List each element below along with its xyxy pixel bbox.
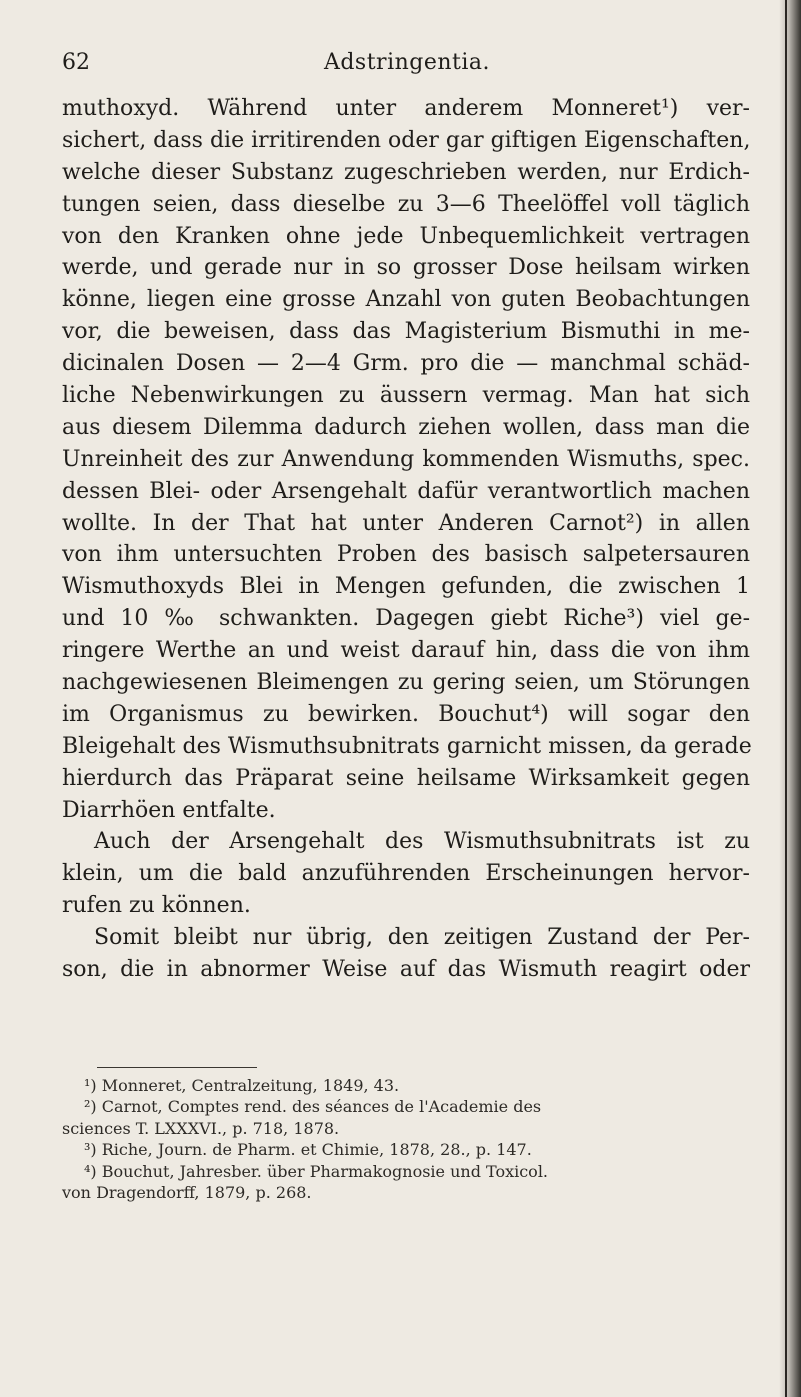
text-line: von ihm untersuchten Proben des basisch salpetersauren — [62, 542, 750, 568]
text-line: ringere Werthe an und weist darauf hin, dass die von ihm — [62, 638, 750, 664]
page-edge-shadow — [779, 0, 801, 1397]
text-line: Somit bleibt nur übrig, den zeitigen Zustand der Per- — [94, 925, 750, 951]
text-line: Auch der Arsengehalt des Wismuthsubnitrats ist zu — [94, 829, 750, 855]
text-line: Diarrhöen entfalte. — [62, 797, 276, 823]
text-line: und 10 ‰ schwankten. Dagegen giebt Riche³) viel ge- — [62, 606, 750, 632]
footnote-rule — [97, 1067, 257, 1068]
text-line: im Organismus zu bewirken. Bouchut⁴) will sogar den — [62, 701, 750, 727]
text-line: muthoxyd. Während unter anderem Monneret¹) ver- — [62, 96, 750, 121]
text-line: Wismuthoxyds Blei in Mengen gefunden, die zwischen 1 — [62, 574, 750, 600]
text-line: vor, die beweisen, dass das Magisterium Bismuthi in me- — [62, 319, 750, 345]
text-line: tungen seien, dass dieselbe zu 3—6 Theelöffel voll täglich — [62, 191, 750, 217]
text-line: rufen zu können. — [62, 893, 251, 919]
text-line: nachgewiesenen Bleimengen zu gering seien, um Störungen — [62, 670, 750, 696]
footnote: ³) Riche, Journ. de Pharm. et Chimie, 1878, 28., p. 147. — [84, 1140, 532, 1160]
body-text — [62, 93, 750, 986]
text-line: hierdurch das Präparat seine heilsame Wirksamkeit gegen — [62, 765, 750, 791]
text-line: dessen Blei- oder Arsengehalt dafür verantwortlich machen — [62, 478, 750, 504]
text-line: Bleigehalt des Wismuthsubnitrats garnicht missen, da gerade — [62, 733, 752, 759]
text-line: sichert, dass die irritirenden oder gar giftigen Eigenschaften, — [62, 127, 751, 153]
footnote: ⁴) Bouchut, Jahresber. über Pharmakognosie und Toxicol. — [84, 1161, 549, 1181]
text-line: klein, um die bald anzuführenden Erscheinungen hervor- — [62, 861, 750, 887]
footnote-continuation: von Dragendorff, 1879, p. 268. — [62, 1182, 312, 1202]
page-number: 62 — [62, 50, 90, 75]
running-head: Adstringentia. — [323, 50, 491, 75]
text-line: von den Kranken ohne jede Unbequemlichkeit vertragen — [62, 223, 750, 249]
footnotes — [62, 1075, 750, 1203]
page-header — [62, 50, 752, 80]
text-line: dicinalen Dosen — 2—4 Grm. pro die — manchmal schäd- — [62, 351, 750, 377]
text-line: wollte. In der That hat unter Anderen Carnot²) in allen — [62, 510, 750, 536]
text-line: son, die in abnormer Weise auf das Wismuth reagirt oder — [62, 957, 750, 983]
text-line: werde, und gerade nur in so grosser Dose heilsam wirken — [62, 255, 750, 281]
footnote: ²) Carnot, Comptes rend. des séances de l'Academie des — [84, 1097, 542, 1117]
text-line: welche dieser Substanz zugeschrieben werden, nur Erdich- — [62, 159, 750, 185]
text-line: könne, liegen eine grosse Anzahl von guten Beobachtungen — [62, 287, 750, 313]
page-edge-line — [785, 0, 787, 1397]
text-line: aus diesem Dilemma dadurch ziehen wollen, dass man die — [62, 414, 750, 440]
text-line: liche Nebenwirkungen zu äussern vermag. Man hat sich — [62, 383, 750, 409]
text-line: Unreinheit des zur Anwendung kommenden Wismuths, spec. — [62, 446, 750, 472]
footnote: ¹) Monneret, Centralzeitung, 1849, 43. — [84, 1076, 400, 1095]
footnote-continuation: sciences T. LXXXVI., p. 718, 1878. — [62, 1118, 340, 1138]
